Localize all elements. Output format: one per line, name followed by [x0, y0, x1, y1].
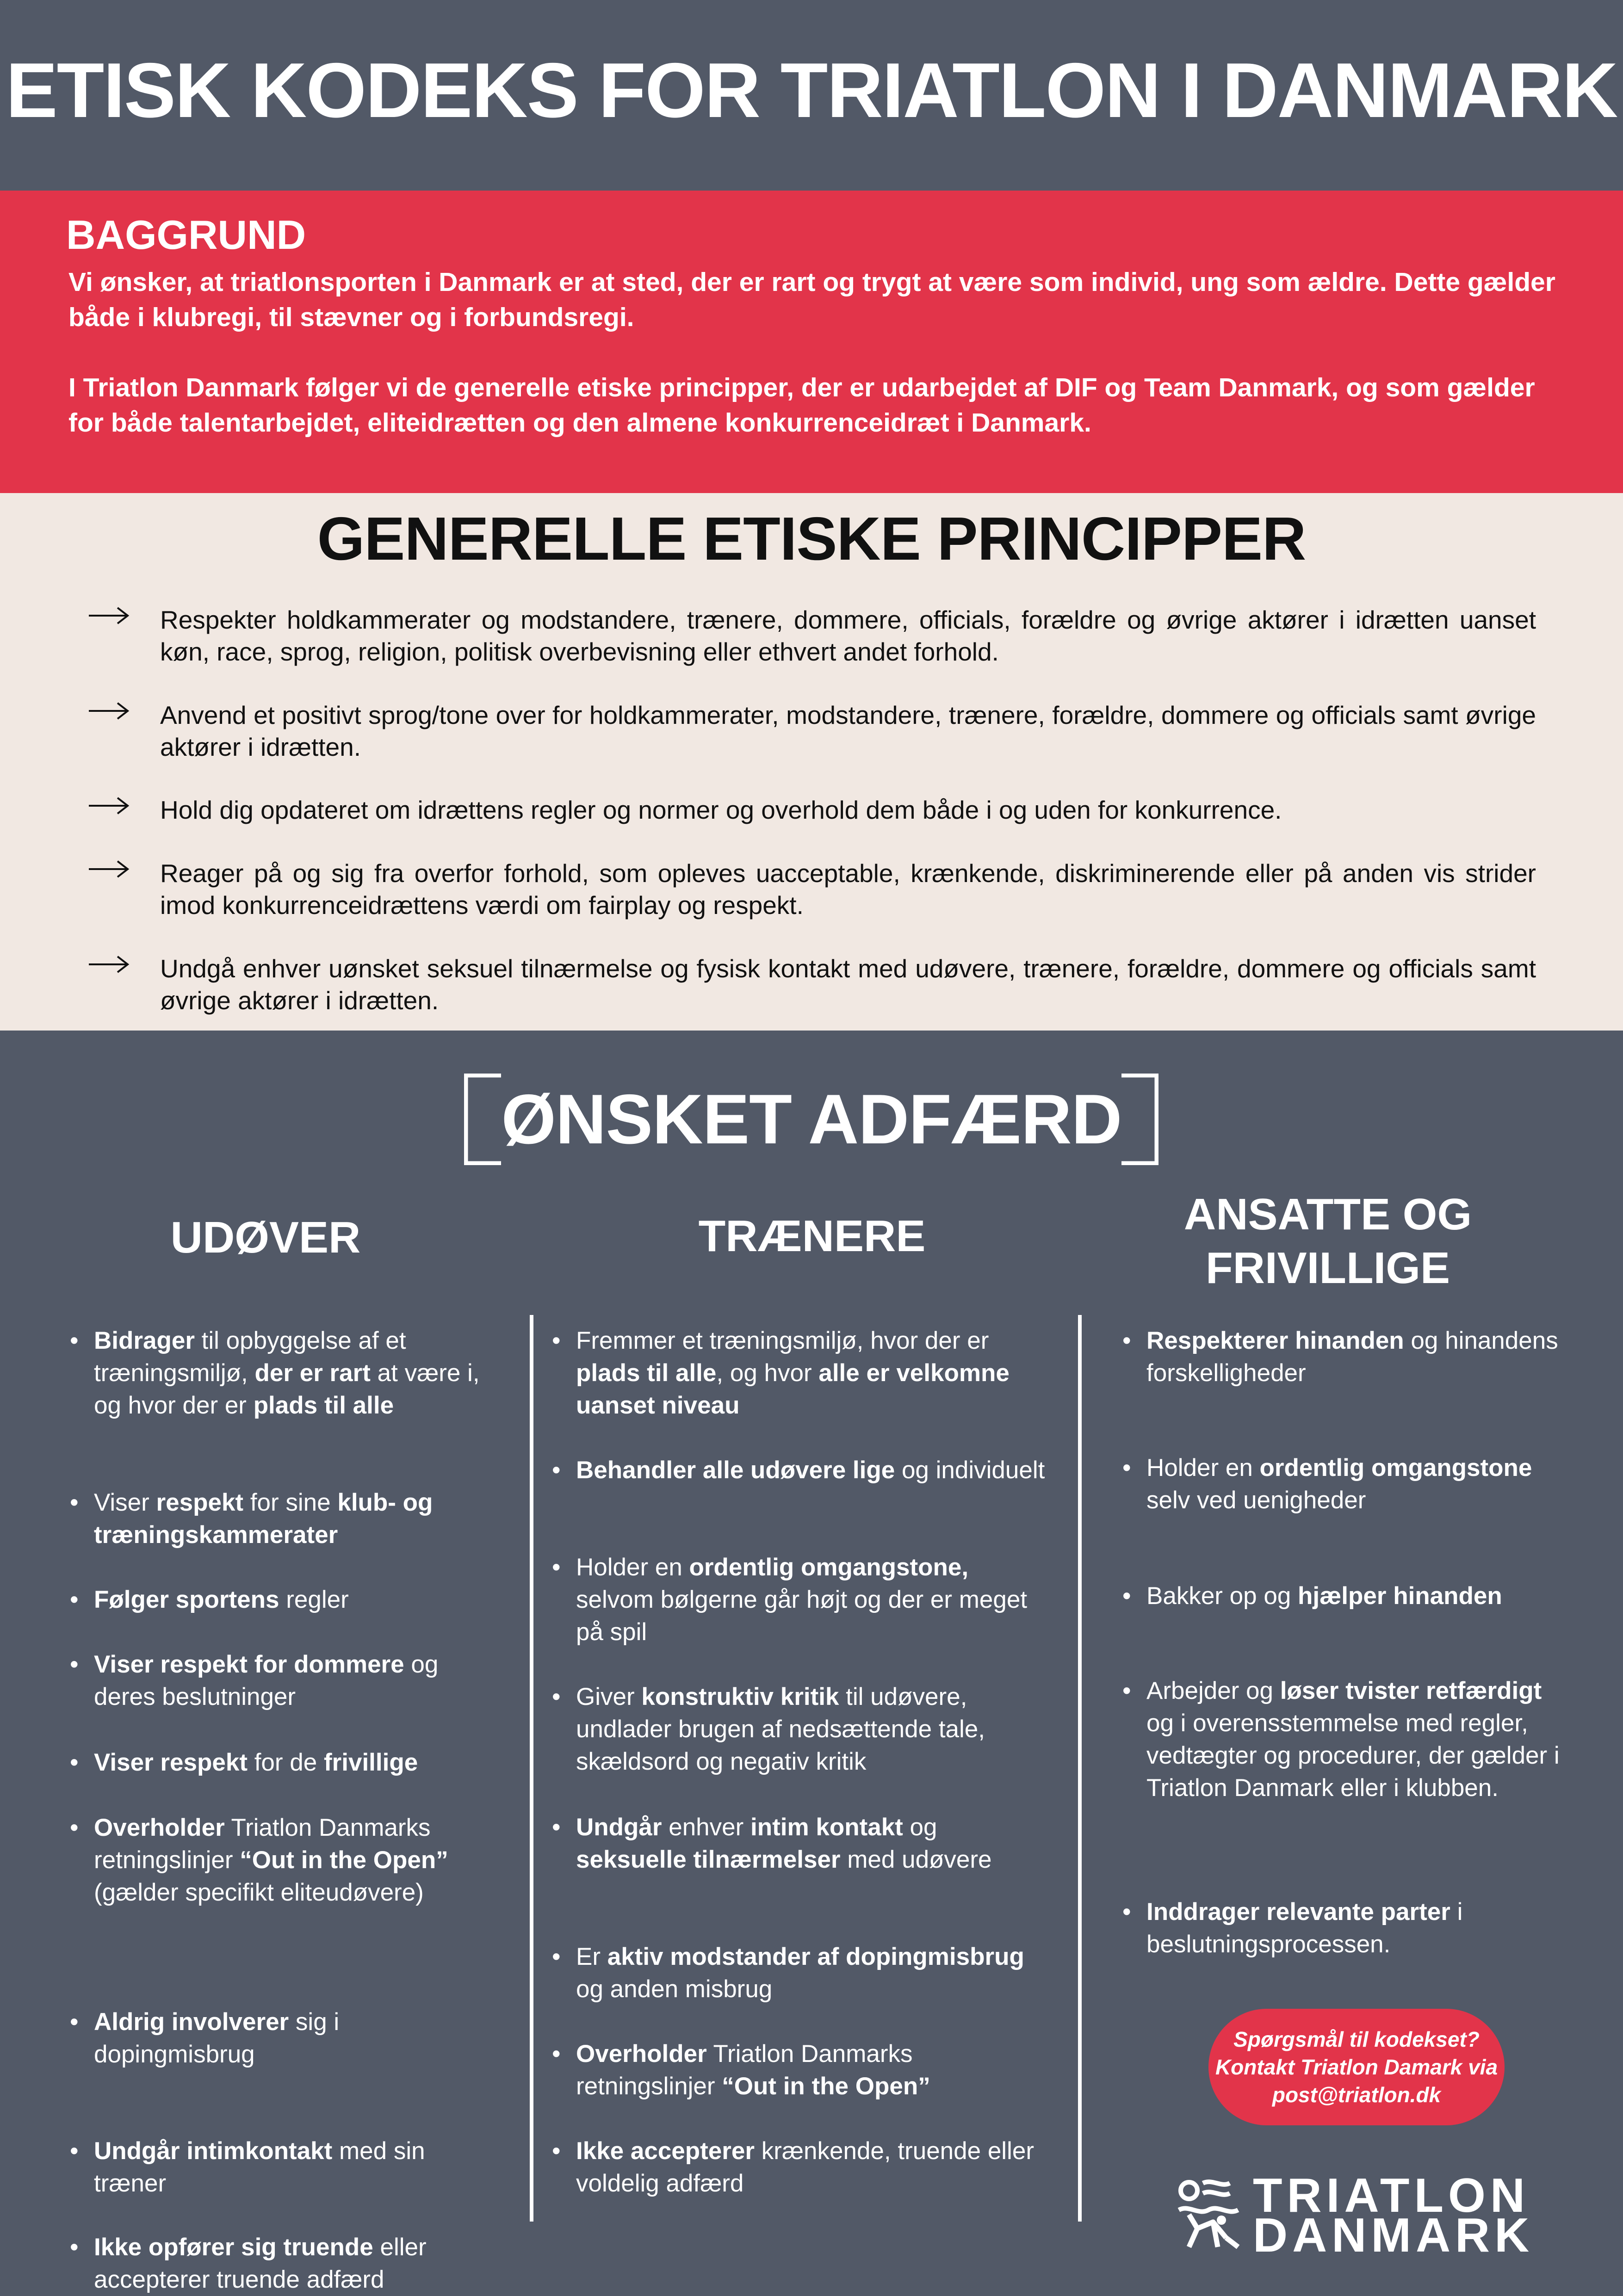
- bullet-text: sig i dopingmisbrug: [94, 2008, 340, 2068]
- bullet-text-bold: der er rart: [254, 1359, 371, 1387]
- bullet-text: Triatlon Danmarks retningslinjer: [94, 1814, 431, 1874]
- arrow-right-icon: [88, 953, 130, 976]
- bullet-item: [94, 2006, 501, 2071]
- contact-bubble: [1208, 2009, 1505, 2125]
- bullet-item: [94, 1487, 501, 1551]
- background-paragraph-1: Vi ønsker, at triatlonsporten i Danmark er at sted, der er rart og trygt at være som individ, ung som ældre. Dette gælder både i klubregi, til stævner og i forbundsregi.: [68, 267, 1555, 332]
- bullet-text: selv ved uenigheder: [1146, 1487, 1366, 1514]
- column-title-traenere: TRÆNERE: [698, 1211, 926, 1261]
- bullet-text: med udøvere: [840, 1846, 992, 1873]
- bullet-item: [576, 2038, 1048, 2103]
- bullet-text: Holder en: [1146, 1454, 1260, 1481]
- bullet-text: (gælder specifikt eliteudøvere): [94, 1879, 424, 1906]
- contact-line: Spørgsmål til kodekset?: [1233, 2027, 1480, 2051]
- background-heading: BAGGRUND: [66, 212, 306, 258]
- background-paragraph-2: I Triatlon Danmark følger vi de generelle etiske principper, der er udarbejdet af DIF og Team Danmark, og som gælder for både talentarbejdet, eliteidrætten og den almene konkurrenceidræt i Danmark.: [68, 373, 1535, 438]
- bullet-text-bold: frivillige: [323, 1749, 418, 1776]
- bullet-item: [576, 2135, 1048, 2200]
- bullet-item: [576, 1454, 1048, 1487]
- principles-title: GENERELLE ETISKE PRINCIPPER: [317, 505, 1306, 573]
- logo-mark-icon: [1175, 2178, 1242, 2252]
- bullet-item: [1146, 1452, 1572, 1517]
- bullet-text-bold: “Out in the Open”: [722, 2073, 930, 2100]
- bullet-text-bold: Ikke opfører sig truende: [94, 2234, 373, 2261]
- bullet-text-bold: Bidrager: [94, 1327, 195, 1354]
- principle-text: Reager på og sig fra overfor forhold, som opleves uacceptable, krænkende, diskriminerende eller på anden vis strider imod konkurrenceidrættens værdi om fairplay og respekt.: [160, 859, 1536, 920]
- bullet-item: [94, 1747, 501, 1779]
- bullet-text-bold: plads til alle: [253, 1392, 394, 1419]
- column-divider: [1078, 1315, 1082, 2222]
- bullet-text-bold: klub- og træningskammerater: [94, 1489, 433, 1549]
- bullet-text-bold: Overholder: [576, 2040, 707, 2068]
- bullet-text: Triatlon Danmarks retningslinjer: [576, 2040, 913, 2100]
- desired-behaviour-title: ØNSKET ADFÆRD: [501, 1080, 1122, 1159]
- bullet-text-bold: løser tvister retfærdigt: [1280, 1677, 1542, 1704]
- bullet-item: [1146, 1325, 1572, 1389]
- bullet-item: [94, 2135, 501, 2200]
- bullet-text: for sine: [243, 1489, 338, 1516]
- principle-text: Respekter holdkammerater og modstandere, trænere, dommere, officials, forældre og øvrige aktører i idrætten uanset køn, race, sprog, religion, politisk overbevisning eller ethvert andet forhold.: [160, 605, 1536, 666]
- contact-email[interactable]: post@triatlon.dk: [1272, 2083, 1441, 2107]
- bullet-text: Fremmer et træningsmiljø, hvor der er: [576, 1327, 989, 1354]
- bullet-text: og deres beslutninger: [94, 1651, 439, 1710]
- bullet-text: Er: [576, 1943, 607, 1970]
- bullet-text-bold: Respekterer hinanden: [1146, 1327, 1404, 1354]
- bullet-text-bold: Undgår intimkontakt: [94, 2137, 333, 2165]
- bullet-text: at være i, og hvor der er: [94, 1359, 480, 1419]
- logo-text-line-2: DANMARK: [1253, 2209, 1534, 2262]
- bullet-item: [94, 2231, 501, 2296]
- bullet-item: [1146, 1675, 1572, 1804]
- bullet-text-bold: Overholder: [94, 1814, 225, 1841]
- principles-section: [0, 493, 1623, 1031]
- bullet-text-bold: Inddrager relevante parter: [1146, 1898, 1450, 1926]
- page-title: ETISK KODEKS FOR TRIATLON I DANMARK: [6, 47, 1617, 134]
- contact-line: Kontakt Triatlon Damark via: [1215, 2055, 1498, 2079]
- arrow-right-icon: [88, 604, 130, 627]
- bullet-text: enhver: [662, 1814, 751, 1841]
- bullet-text: krænkende, truende eller voldelig adfærd: [576, 2137, 1034, 2197]
- bullet-text: og anden misbrug: [576, 1975, 773, 2003]
- bullet-text: og hinandens forskelligheder: [1146, 1327, 1558, 1387]
- bullet-item: [94, 1584, 501, 1616]
- column-title-ansatte: ANSATTE OG FRIVILLIGE: [1183, 1190, 1472, 1293]
- bullet-item: [1146, 1580, 1572, 1612]
- triatlon-danmark-logo: [1175, 2169, 1545, 2262]
- bullet-text-bold: Behandler alle udøvere lige: [576, 1457, 895, 1484]
- bullet-text: med sin træner: [94, 2137, 425, 2197]
- principle-text: Undgå enhver uønsket seksuel tilnærmelse og fysisk kontakt med udøvere, trænere, forældre, dommere og officials samt øvrige aktører i idrætten.: [160, 954, 1536, 1015]
- bullet-text-bold: Viser respekt: [94, 1749, 248, 1776]
- bullet-text-bold: intim kontakt: [750, 1814, 903, 1841]
- bullet-text-bold: hjælper hinanden: [1298, 1582, 1502, 1610]
- arrow-right-icon: [88, 794, 130, 817]
- bullet-text-bold: alle er velkomne uanset niveau: [576, 1359, 1010, 1419]
- bullet-text-bold: aktiv modstander af dopingmisbrug: [607, 1943, 1024, 1970]
- bullet-item: [576, 1681, 1048, 1778]
- bullet-text-bold: Følger sportens: [94, 1586, 279, 1613]
- bullet-item: [94, 1812, 501, 1909]
- bullet-text-bold: respekt: [156, 1489, 244, 1516]
- bullet-item: [576, 1551, 1048, 1648]
- bullet-text: Viser: [94, 1489, 156, 1516]
- bullet-text: og individuelt: [895, 1457, 1045, 1484]
- bullet-text-bold: ordentlig omgangstone,: [689, 1554, 969, 1581]
- desired-behaviour-section: [0, 1031, 1623, 2295]
- logo-text-line-1: TRIATLON: [1253, 2169, 1530, 2222]
- bullet-text: eller accepterer truende adfærd: [94, 2234, 427, 2293]
- bullet-text: Giver: [576, 1683, 642, 1710]
- principle-text: Hold dig opdateret om idrættens regler og normer og overhold dem både i og uden for konkurrence.: [160, 796, 1282, 824]
- column-title-udover: UDØVER: [170, 1213, 361, 1262]
- bullet-text-bold: Ikke accepterer: [576, 2137, 755, 2165]
- bullet-item: [94, 1648, 501, 1713]
- bullet-text: til opbyggelse af et træningsmiljø,: [94, 1327, 406, 1387]
- bullet-item: [576, 1325, 1048, 1422]
- bullet-text: og: [903, 1814, 937, 1841]
- bullet-text: til udøvere, undlader brugen af nedsættende tale, skældsord og negativ kritik: [576, 1683, 985, 1775]
- bullet-item: [94, 1325, 501, 1422]
- bullet-text: regler: [279, 1586, 349, 1613]
- bullet-text: selvom bølgerne går højt og der er meget på spil: [576, 1586, 1028, 1646]
- arrow-right-icon: [88, 699, 130, 722]
- bullet-text-bold: Viser respekt for dommere: [94, 1651, 404, 1678]
- background-section: [0, 191, 1623, 493]
- arrow-right-icon: [88, 858, 130, 881]
- bullet-item: [576, 1811, 1048, 1876]
- bullet-text-bold: ordentlig omgangstone: [1259, 1454, 1532, 1481]
- bullet-text: Arbejder og: [1146, 1677, 1280, 1704]
- bullet-text: Bakker op og: [1146, 1582, 1298, 1610]
- bullet-text: og i overensstemmelse med regler, vedtægter og procedurer, der gælder i Triatlon Danmark eller i klubben.: [1146, 1710, 1560, 1802]
- bullet-text-bold: konstruktiv kritik: [641, 1683, 839, 1710]
- bullet-item: [1146, 1896, 1572, 1961]
- bullet-text-bold: “Out in the Open”: [240, 1846, 448, 1874]
- bullet-item: [576, 1941, 1048, 2006]
- bullet-text: for de: [247, 1749, 324, 1776]
- bullet-text: , og hvor: [716, 1359, 819, 1387]
- bullet-text: i beslutningsprocessen.: [1146, 1898, 1463, 1958]
- bullet-text-bold: Aldrig involverer: [94, 2008, 289, 2036]
- bullet-text-bold: plads til alle: [576, 1359, 717, 1387]
- bullet-text: Holder en: [576, 1554, 689, 1581]
- bullet-text-bold: seksuelle tilnærmelser: [576, 1846, 841, 1873]
- principle-text: Anvend et positivt sprog/tone over for holdkammerater, modstandere, trænere, forældre, dommere og officials samt øvrige aktører i idrætten.: [160, 701, 1536, 761]
- header-band: [0, 0, 1623, 191]
- bullet-text-bold: Undgår: [576, 1814, 662, 1841]
- column-divider: [530, 1315, 533, 2222]
